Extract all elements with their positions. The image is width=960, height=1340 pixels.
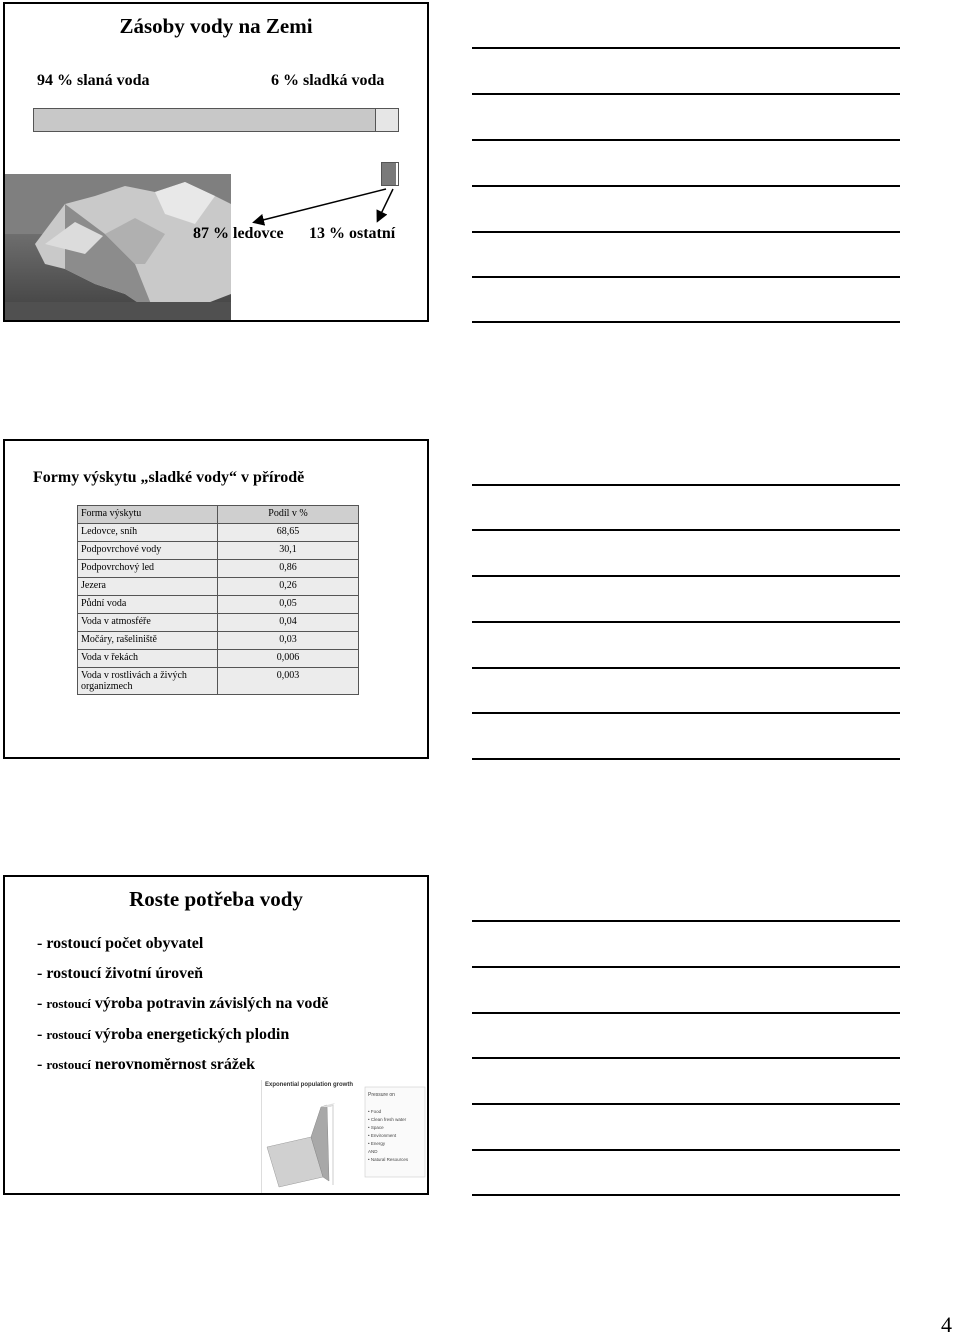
other-label: 13 % ostatní — [309, 225, 396, 242]
note-line — [472, 276, 900, 278]
table-row — [78, 596, 359, 614]
bullet-item: - rostoucí životní úroveň — [37, 965, 204, 982]
table-cell: Voda v atmosféře — [78, 614, 218, 632]
table-header-row — [78, 506, 359, 524]
table-cell: Ledovce, sníh — [78, 524, 218, 542]
note-line — [472, 47, 900, 49]
table-cell: 68,65 — [218, 524, 359, 542]
slide-fresh-water-forms — [3, 439, 429, 759]
svg-text:• Natural Resources: • Natural Resources — [368, 1157, 409, 1162]
table-cell: Podpovrchové vody — [78, 542, 218, 560]
table-cell: Voda v řekách — [78, 650, 218, 668]
note-line — [472, 758, 900, 760]
note-line — [472, 667, 900, 669]
bullet-item: - rostoucí výroba potravin závislých na vodě — [37, 995, 329, 1012]
table-cell: 0,03 — [218, 632, 359, 650]
slide-title: Formy výskytu „sladké vody“ v přírodě — [33, 469, 305, 486]
table-cell: 0,86 — [218, 560, 359, 578]
panel-item: Energy — [370, 1141, 386, 1146]
table-row — [78, 578, 359, 596]
note-line — [472, 575, 900, 577]
bullet-item: - rostoucí nerovnoměrnost srážek — [37, 1056, 255, 1073]
table-row — [78, 524, 359, 542]
table-cell: Jezera — [78, 578, 218, 596]
fresh-water-label: 6 % sladká voda — [271, 72, 385, 89]
note-line — [472, 1057, 900, 1059]
panel-title: Pressure on — [368, 1092, 395, 1098]
table-cell: 30,1 — [218, 542, 359, 560]
salt-water-label: 94 % slaná voda — [37, 72, 150, 89]
svg-text:• Food: • Food — [368, 1109, 382, 1114]
table-row — [78, 668, 359, 695]
fresh-water-table — [77, 505, 359, 695]
note-line — [472, 621, 900, 623]
table-row — [78, 650, 359, 668]
svg-text:• Space: • Space — [368, 1125, 384, 1130]
svg-text:• Clean fresh water: • Clean fresh water — [368, 1117, 407, 1122]
panel-item: AND — [368, 1149, 378, 1154]
slide-water-reserves — [3, 2, 429, 322]
note-line — [472, 1103, 900, 1105]
population-growth-figure — [261, 1077, 427, 1193]
table-cell: Voda v rostlivách a živých organizmech — [78, 668, 218, 695]
table-cell: 0,05 — [218, 596, 359, 614]
table-cell: 0,003 — [218, 668, 359, 695]
panel-item: Food — [370, 1109, 382, 1114]
table-cell: 0,04 — [218, 614, 359, 632]
table-cell: Podpovrchový led — [78, 560, 218, 578]
slide-title: Roste potřeba vody — [129, 887, 303, 911]
note-line — [472, 1149, 900, 1151]
column-header: Podíl v % — [218, 506, 359, 524]
figure-title: Exponential population growth — [265, 1082, 353, 1088]
svg-text:• Environment: • Environment — [368, 1133, 397, 1138]
table-cell: 0,006 — [218, 650, 359, 668]
table-row — [78, 614, 359, 632]
ice-label: 87 % ledovce — [193, 225, 284, 242]
table-row — [78, 632, 359, 650]
panel-item: Natural Resources — [370, 1157, 409, 1162]
note-line — [472, 966, 900, 968]
note-line — [472, 185, 900, 187]
page-number: 4 — [941, 1312, 952, 1337]
bullet-item: - rostoucí počet obyvatel — [37, 935, 204, 952]
note-line — [472, 93, 900, 95]
slide-water-demand — [3, 875, 429, 1195]
slide-title: Zásoby vody na Zemi — [119, 14, 313, 38]
note-line — [472, 1012, 900, 1014]
table-row — [78, 560, 359, 578]
panel-item: Environment — [370, 1133, 397, 1138]
table-cell: Močáry, rašeliniště — [78, 632, 218, 650]
table-cell: 0,26 — [218, 578, 359, 596]
table-row — [78, 542, 359, 560]
note-line — [472, 231, 900, 233]
note-line — [472, 321, 900, 323]
svg-text:• Energy: • Energy — [368, 1141, 386, 1146]
bullet-item: - rostoucí výroba energetických plodin — [37, 1026, 290, 1043]
note-line — [472, 920, 900, 922]
panel-item: Clean fresh water — [370, 1117, 407, 1122]
svg-text:AND — [368, 1149, 378, 1154]
note-line — [472, 484, 900, 486]
note-line — [472, 1194, 900, 1196]
note-line — [472, 529, 900, 531]
pointer-arrows — [5, 4, 429, 322]
column-header: Forma výskytu — [78, 506, 218, 524]
panel-item: Space — [370, 1125, 384, 1130]
note-line — [472, 139, 900, 141]
note-line — [472, 712, 900, 714]
table-cell: Půdní voda — [78, 596, 218, 614]
